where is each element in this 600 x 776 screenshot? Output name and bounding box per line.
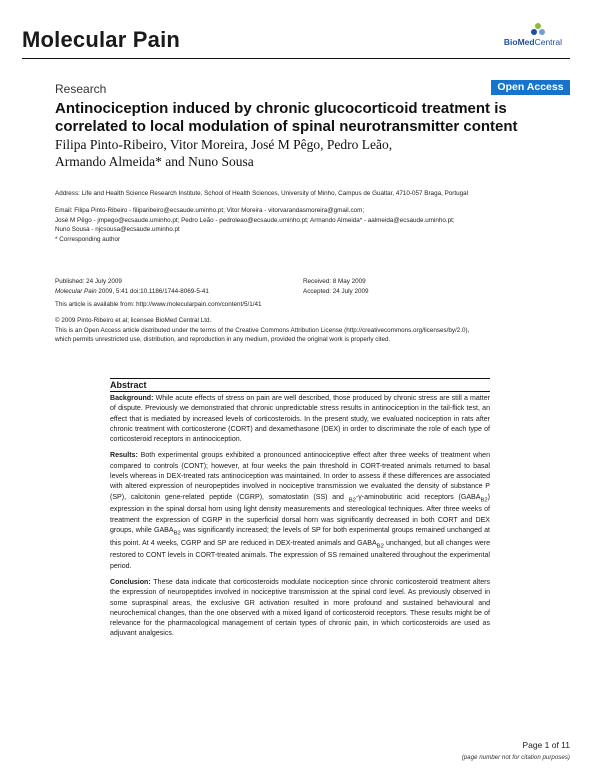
publisher-central: Central bbox=[534, 37, 562, 47]
page-note: (page number not for citation purposes) bbox=[461, 754, 570, 761]
received-accepted bbox=[303, 277, 503, 296]
results-text: Both experimental groups exhibited a pronounced antinociceptive effect after three weeks of treatment when compared to controls (CONT); however, at four weeks the pain threshold in CORT-treated animals returned to basal levels whereas in DEX-treated rats antinociception was maintained. In order to assess if these differences are associated with altered expression of neuropeptides involved in nociceptive transmission we evaluated the density of substance P (SP), calcitonin gene-related peptide (CGRP), somatostatin (SS) and bbox=[110, 452, 490, 501]
page-number: Page 1 of 11 bbox=[522, 740, 570, 750]
subscript-b2: B2 bbox=[348, 497, 356, 504]
email-line: Nuno Sousa - njcsousa@ecsaude.uminho.pt bbox=[55, 226, 180, 234]
results-text: was significantly increased; the levels of SP for both experimental groups remained unchanged at this point. At 4 weeks, CGRP and SP are reduced in DEX-treated animals and GABA bbox=[110, 526, 490, 547]
conclusion-label: Conclusion: bbox=[110, 578, 151, 586]
publisher-bm: BioMed bbox=[503, 37, 535, 47]
article-url bbox=[55, 300, 575, 310]
background-text: While acute effects of stress on pain are well described, those produced by chronic stress are still a matter of dispute. Previously we demonstrated that chronic unpredictable stress results in antinociception in the tail-flick test, an effect that is mediated by increased levels of corticosteroids. In the present study, we evaluated nociception in rats after chronic treatment with corticosterone (CORT) and dexamethasone (DEX) in order to discriminate the role of each type of corticosteroid receptors in antinociception. bbox=[110, 395, 490, 444]
abstract-section bbox=[110, 378, 490, 646]
biomed-logo-icon bbox=[530, 22, 546, 37]
conclusion-text: These data indicate that corticosteroids modulate nociception since chronic corticosteroid treatment alters the expression of neuropeptides involved in nociceptive transmission at the spinal cord level. As previously observed in some supraspinal areas, the exclusive GR activation resulted in more profound and sustained behavioural and neurochemical changes, than the one observed with a mixed ligand of corticosteroid receptors. These results might be of relevance for the pharmacological management of certain types of chronic pain, in which corticosteroids are used as adjuvant analgesics. bbox=[110, 578, 490, 638]
abstract-conclusion bbox=[110, 578, 490, 640]
email-line: Email: Filipa Pinto-Ribeiro - filiparibeiro@ecsaude.uminho.pt; Vitor Moreira - vitorvarandasmoreira@gmail.com; bbox=[55, 207, 365, 214]
citation bbox=[55, 287, 305, 297]
citation-journal: Molecular Pain bbox=[55, 287, 97, 295]
authors-line-2: Armando Almeida* and Nuno Sousa bbox=[55, 154, 254, 169]
results-text: ) expression in the spinal dorsal horn using light density measurements and stereological techniques. After three weeks of treatment the expression of CGRP in the superficial dorsal horn was significantly decreased in both CORT and DEX groups, while GABA bbox=[110, 493, 490, 534]
results-text: -γ-aminobutiric acid receptors (GABA bbox=[355, 493, 481, 501]
open-access-badge: Open Access bbox=[491, 80, 570, 95]
subscript-b2: B2 bbox=[173, 530, 181, 537]
published-date: Published: 24 July 2009 bbox=[55, 278, 122, 285]
subscript-b2: B2 bbox=[480, 497, 488, 504]
license-line[interactable]: This is an Open Access article distributed under the terms of the Creative Commons Attribution License (http://creativecommons.org/licenses/by/2.0), bbox=[55, 326, 470, 334]
results-label: Results: bbox=[110, 452, 138, 460]
email-block bbox=[55, 206, 575, 244]
abstract-heading: Abstract bbox=[110, 380, 147, 390]
email-line: José M Pêgo - jmpego@ecsaude.uminho.pt; Pedro Leão - pedroleao@ecsaude.uminho.pt; Armando Almeida* - aalmeida@ecsaude.uminho.pt; bbox=[55, 216, 455, 224]
publisher-logo bbox=[500, 22, 562, 48]
corresponding-note: * Corresponding author bbox=[55, 235, 121, 243]
publisher-name bbox=[504, 37, 562, 47]
citation-details: 2009, 5:41 doi:10.1186/1744-8069-5-41 bbox=[96, 287, 209, 295]
publication-info bbox=[55, 277, 305, 296]
affiliation-address: Address: Life and Health Science Research Institute, School of Health Sciences, University of Minho, Campus de Gualtar, 4710-057 Braga, Portugal bbox=[55, 190, 469, 197]
availability-line[interactable]: This article is available from: http://www.molecularpain.com/content/5/1/41 bbox=[55, 301, 262, 308]
journal-title: Molecular Pain bbox=[22, 27, 181, 52]
license-line-2: which permits unrestricted use, distribution, and reproduction in any medium, provided the original work is properly cited. bbox=[55, 336, 391, 344]
results-text: unchanged, but all changes were restored to CONT levels in CORT-treated animals. The expression of SS remained unaltered throughout the experimental period. bbox=[110, 539, 490, 570]
section-label: Research bbox=[55, 82, 107, 96]
copyright-block bbox=[55, 316, 575, 345]
abstract-rule bbox=[110, 391, 490, 392]
copyright-line: © 2009 Pinto-Ribeiro et al; licensee BioMed Central Ltd. bbox=[55, 317, 212, 324]
accepted-date: Accepted: 24 July 2009 bbox=[303, 287, 369, 295]
article-title: Antinociception induced by chronic glucocorticoid treatment is correlated to local modulation of spinal neurotransmitter content bbox=[55, 100, 518, 135]
abstract-background bbox=[110, 394, 490, 445]
author-list bbox=[55, 136, 525, 170]
header-rule bbox=[22, 58, 570, 59]
received-date: Received: 8 May 2009 bbox=[303, 278, 366, 285]
subscript-b2: B2 bbox=[376, 543, 384, 550]
abstract-results bbox=[110, 451, 490, 571]
authors-line-1: Filipa Pinto-Ribeiro, Vitor Moreira, José M Pêgo, Pedro Leão, bbox=[55, 137, 393, 152]
background-label: Background: bbox=[110, 395, 154, 402]
